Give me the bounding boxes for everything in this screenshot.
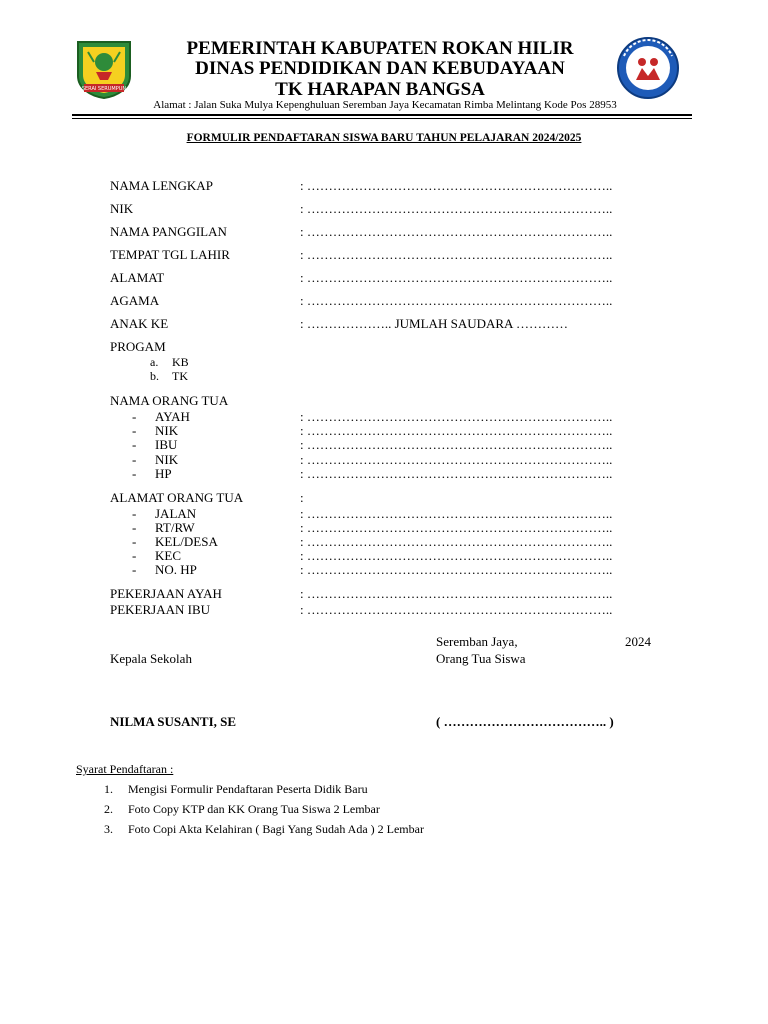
field-label-tempat-tgl-lahir: TEMPAT TGL LAHIR bbox=[110, 247, 230, 262]
list-dash: - bbox=[132, 562, 137, 577]
requirement-number: 3. bbox=[104, 822, 113, 836]
address-label-jalan: JALAN bbox=[155, 506, 197, 521]
list-dash: - bbox=[132, 548, 137, 563]
list-dash: - bbox=[132, 452, 137, 467]
field-label-nik: NIK bbox=[110, 201, 134, 216]
parent-label-nik-ibu: NIK bbox=[155, 452, 179, 467]
parent-label-nik-ayah: NIK bbox=[155, 423, 179, 438]
field-blank-nik-ibu: : …………………………………………………………….. bbox=[300, 452, 613, 467]
field-blank-alamat: : …………………………………………………………….. bbox=[300, 270, 613, 285]
field-blank-nama-panggilan: : …………………………………………………………….. bbox=[300, 224, 613, 239]
field-blank-no-hp: : …………………………………………………………….. bbox=[300, 562, 613, 577]
header-department: DINAS PENDIDIKAN DAN KEBUDAYAAN bbox=[195, 58, 565, 79]
list-dash: - bbox=[132, 520, 137, 535]
header-school-name: TK HARAPAN BANGSA bbox=[275, 79, 485, 100]
field-blank-agama: : …………………………………………………………….. bbox=[300, 293, 613, 308]
program-label: PROGAM bbox=[110, 339, 166, 354]
field-label-agama: AGAMA bbox=[110, 293, 160, 308]
list-dash: - bbox=[132, 423, 137, 438]
field-blank-nik: : …………………………………………………………….. bbox=[300, 201, 613, 216]
field-label-pekerjaan-ayah: PEKERJAAN AYAH bbox=[110, 586, 222, 601]
field-blank-nik-ayah: : …………………………………………………………….. bbox=[300, 423, 613, 438]
header-address: Alamat : Jalan Suka Mulya Kepenghuluan Seremban Jaya Kecamatan Rimba Melintang Kode Pos 28953 bbox=[153, 99, 617, 111]
requirements-heading: Syarat Pendaftaran : bbox=[76, 762, 174, 776]
requirement-number: 2. bbox=[104, 802, 113, 816]
list-dash: - bbox=[132, 466, 137, 481]
program-option-marker: b. bbox=[150, 369, 159, 383]
regency-emblem-logo-text: SERAI SERUMPUN bbox=[81, 86, 127, 92]
field-blank-hp: : …………………………………………………………….. bbox=[300, 466, 613, 481]
field-label-nama-lengkap: NAMA LENGKAP bbox=[110, 178, 213, 193]
parent-label-hp: HP bbox=[155, 466, 172, 481]
address-label-no-hp: NO. HP bbox=[155, 562, 197, 577]
requirement-number: 1. bbox=[104, 782, 113, 796]
list-dash: - bbox=[132, 506, 137, 521]
field-blank-rt-rw: : …………………………………………………………….. bbox=[300, 520, 613, 535]
field-label-nama-panggilan: NAMA PANGGILAN bbox=[110, 224, 227, 239]
field-label-anak-ke: ANAK KE bbox=[110, 316, 169, 331]
field-blank-pekerjaan-ibu: : …………………………………………………………….. bbox=[300, 602, 613, 617]
parent-label-ibu: IBU bbox=[155, 437, 178, 452]
signature-role-principal: Kepala Sekolah bbox=[110, 651, 192, 666]
requirement-item: Foto Copy KTP dan KK Orang Tua Siswa 2 Lembar bbox=[128, 802, 380, 816]
form-title: FORMULIR PENDAFTARAN SISWA BARU TAHUN PELAJARAN 2024/2025 bbox=[186, 132, 582, 144]
parents-address-label: ALAMAT ORANG TUA bbox=[110, 490, 244, 505]
signature-name-principal: NILMA SUSANTI, SE bbox=[110, 714, 237, 729]
regency-emblem-logo bbox=[74, 38, 134, 100]
field-blank-tempat-tgl-lahir: : …………………………………………………………….. bbox=[300, 247, 613, 262]
signature-name-parent-blank: ( ……………………………….. ) bbox=[436, 714, 614, 729]
field-blank-pekerjaan-ayah: : …………………………………………………………….. bbox=[300, 586, 613, 601]
signature-place: Seremban Jaya, bbox=[436, 634, 518, 649]
list-dash: - bbox=[132, 534, 137, 549]
field-blank-nama-lengkap: : …………………………………………………………….. bbox=[300, 178, 613, 193]
list-dash: - bbox=[132, 437, 137, 452]
field-blank-kel-desa: : …………………………………………………………….. bbox=[300, 534, 613, 549]
requirement-item: Foto Copi Akta Kelahiran ( Bagi Yang Sudah Ada ) 2 Lembar bbox=[128, 822, 424, 836]
field-blank-anak-ke-jumlah-saudara: : ……………….. JUMLAH SAUDARA ………… bbox=[300, 316, 568, 331]
parent-label-ayah: AYAH bbox=[155, 409, 190, 424]
signature-role-parent: Orang Tua Siswa bbox=[436, 651, 526, 666]
header-divider-thin bbox=[72, 118, 692, 119]
field-blank-ibu: : …………………………………………………………….. bbox=[300, 437, 613, 452]
address-label-kec: KEC bbox=[155, 548, 181, 563]
parents-address-colon: : bbox=[300, 490, 304, 505]
parents-label: NAMA ORANG TUA bbox=[110, 393, 229, 408]
field-blank-ayah: : …………………………………………………………….. bbox=[300, 409, 613, 424]
list-dash: - bbox=[132, 409, 137, 424]
header-government: PEMERINTAH KABUPATEN ROKAN HILIR bbox=[186, 38, 574, 59]
signature-year: 2024 bbox=[625, 634, 651, 649]
address-label-kel-desa: KEL/DESA bbox=[155, 534, 218, 549]
field-blank-jalan: : …………………………………………………………….. bbox=[300, 506, 613, 521]
program-option-tk: TK bbox=[172, 369, 188, 383]
header-divider-thick bbox=[72, 114, 692, 116]
field-blank-kec: : …………………………………………………………….. bbox=[300, 548, 613, 563]
field-label-pekerjaan-ibu: PEKERJAAN IBU bbox=[110, 602, 211, 617]
field-label-alamat: ALAMAT bbox=[110, 270, 165, 285]
requirement-item: Mengisi Formulir Pendaftaran Peserta Didik Baru bbox=[128, 782, 368, 796]
program-option-kb: KB bbox=[172, 355, 189, 369]
program-option-marker: a. bbox=[150, 355, 159, 369]
address-label-rt-rw: RT/RW bbox=[155, 520, 195, 535]
